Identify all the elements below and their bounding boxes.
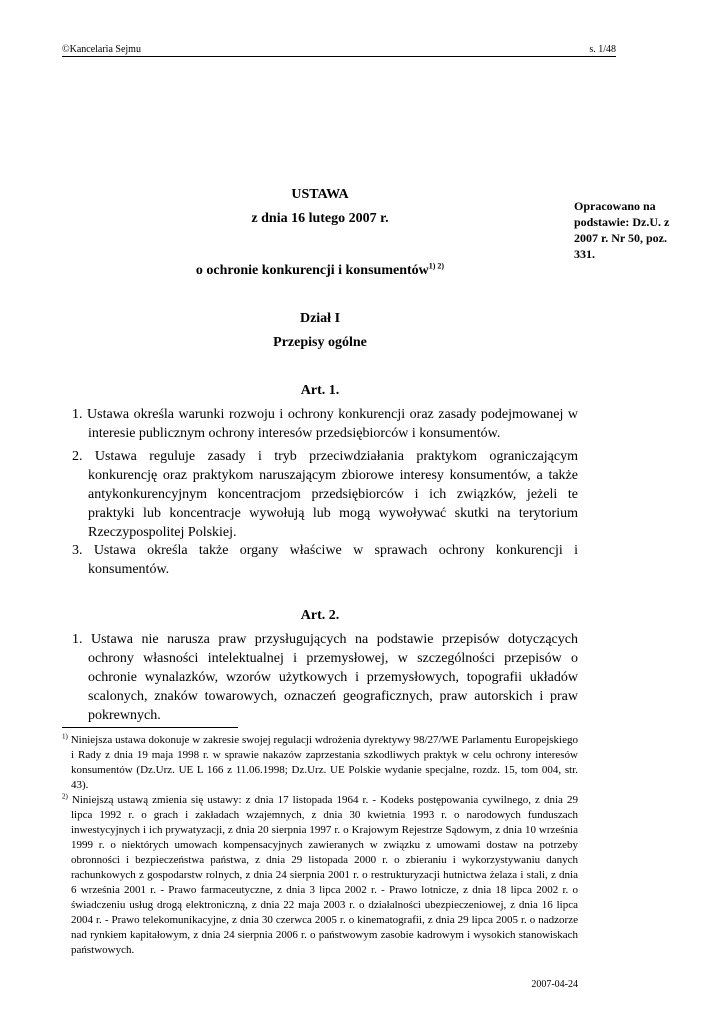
act-title — [62, 263, 578, 279]
article-1-paragraph-2: 2. Ustawa reguluje zasady i tryb przeciwdziałania praktykom ograniczającym konkurencję oraz praktykom naruszającym zbiorowe interesy konsumentów, a także antykonkurencyjnym koncentracjom przedsiębiorców i ich związków, jeżeli te praktyki lub koncentracje wywołują lub mogą wywoływać skutki na terytorium Rzeczypospolitej Polskiej. — [72, 449, 578, 540]
footnote-1-mark: 1) — [62, 732, 68, 741]
article-2-paragraph-1: 1. Ustawa nie narusza praw przysługujących na podstawie przepisów dotyczących ochrony własności intelektualnej i przemysłowej, w szczególności przepisów o ochronie wynalazków, wzorów użytkowych i przemysłowych, topografii układów scalonych, znaków towarowych, oznaczeń geograficznych, praw autorskich i praw pokrewnych. — [72, 632, 578, 723]
page-footer-date: 2007-04-24 — [531, 979, 578, 990]
page-header — [62, 44, 616, 57]
header-page-number: s. 1/48 — [589, 44, 616, 55]
article-1-heading: Art. 1. — [300, 383, 340, 398]
footnote-1-text: Niniejsza ustawa dokonuje w zakresie swojej regulacji wdrożenia dyrektywy 98/27/WE Parlamentu Europejskiego i Rady z dnia 19 maja 1998 r. w sprawie nakazów zaprzestania szkodliwych praktyk w celu ochrony interesów konsumentów (Dz.Urz. UE L 166 z 11.06.1998; Dz.Urz. UE Polskie wydanie specjalne, rozdz. 15, tom 004, str. 43). — [70, 734, 578, 791]
footnote-separator — [62, 727, 238, 728]
act-date: z dnia 16 lutego 2007 r. — [251, 211, 389, 226]
act-title-footnote-refs: 1) 2) — [428, 261, 445, 271]
footnote-2-text: Niniejszą ustawą zmienia się ustawy: z dnia 17 listopada 1964 r. - Kodeks postępowania cywilnego, z dnia 29 lipca 1992 r. o grach i zakładach wzajemnych, z dnia 30 kwietnia 1993 r. o narodowych funduszach inwestycyjnych i ich prywatyzacji, z dnia 20 sierpnia 1997 r. o Krajowym Rejestrze Sądowym, z dnia 10 września 1999 r. o niektórych umowach kompensacyjnych zawieranych w związku z umowami dostaw na potrzeby obronności i bezpieczeństwa państwa, z dnia 29 listopada 2000 r. o zbieraniu i wykorzystywaniu danych rachunkowych z gospodarstw rolnych, z dnia 24 sierpnia 2001 r. o restrukturyzacji hutnictwa żelaza i stali, z dnia 6 września 2001 r. - Prawo farmaceutyczne, z dnia 3 lipca 2002 r. - Prawo lotnicze, z dnia 18 lipca 2002 r. o świadczeniu usług drogą elektroniczną, z dnia 22 maja 2003 r. o działalności ubezpieczeniowej, z dnia 16 lipca 2004 r. - Prawo telekomunikacyjne, z dnia 30 czerwca 2005 r. o kinematografii, z dnia 29 lipca 2005 r. o nadzorze nad rynkiem kapitałowym, z dnia 24 sierpnia 2006 r. o państwowym zasobie kadrowym i wysokich stanowiskach państwowych. — [71, 794, 579, 956]
footnote-2-mark: 2) — [62, 792, 68, 801]
section-name: Dział I — [299, 311, 341, 326]
footnote-1 — [62, 733, 578, 793]
footnote-2 — [62, 793, 578, 958]
source-note: Opracowano na podstawie: Dz.U. z 2007 r. Nr 50, poz. 331. — [574, 199, 670, 261]
act-title-text: o ochronie konkurencji i konsumentów — [195, 263, 429, 278]
article-2-heading: Art. 2. — [300, 608, 340, 623]
section-title: Przepisy ogólne — [273, 335, 367, 350]
article-1-paragraph-1: 1. Ustawa określa warunki rozwoju i ochrony konkurencji oraz zasady podejmowanej w interesie publicznym ochrony interesów przedsiębiorców i konsumentów. — [72, 407, 578, 441]
article-1-paragraph-3: 3. Ustawa określa także organy właściwe w sprawach ochrony konkurencji i konsumentów. — [72, 543, 578, 577]
header-publisher: ©Kancelaria Sejmu — [62, 44, 141, 55]
act-type: USTAWA — [291, 187, 349, 202]
